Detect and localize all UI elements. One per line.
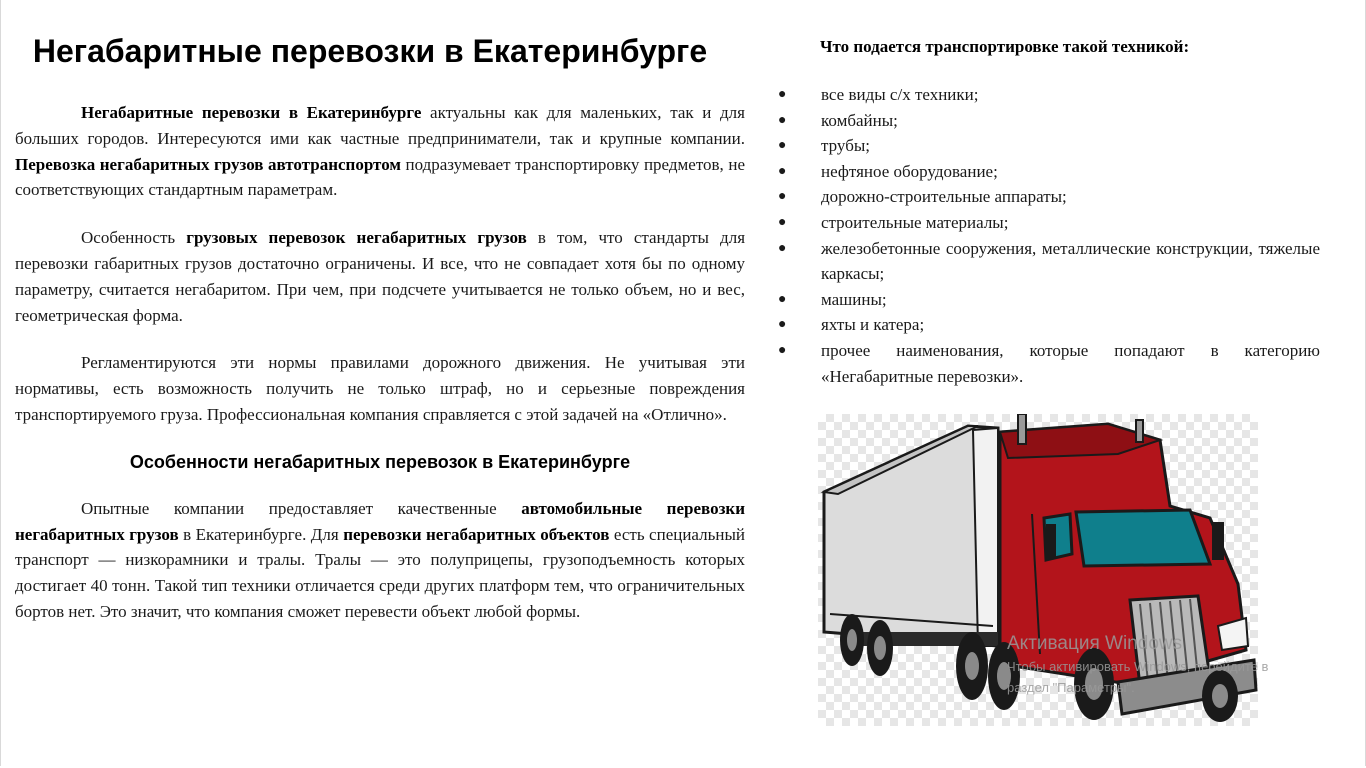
text-run: Регламентируются эти нормы правилами дорожного движения. Не учитывая эти нормативы, есть возможность получить не только штраф, но и серьезные повреждения транспортируемого груза. Профессиональная компания справляется с этой задачей на «Отлично».	[15, 353, 745, 424]
bullet-icon: ●	[778, 163, 787, 179]
right-column	[778, 34, 1320, 389]
list-item-text: нефтяное оборудование;	[821, 161, 998, 181]
paragraph-intro	[15, 100, 745, 203]
bold-phrase: Перевозка негабаритных грузов автотранспортом	[15, 154, 401, 174]
bullet-icon: ●	[778, 214, 787, 230]
paragraph-companies	[15, 496, 745, 625]
watermark-line-1: Чтобы активировать Windows, перейдите в	[1007, 659, 1269, 674]
list-item-text: машины;	[821, 289, 887, 309]
text-run: в Екатеринбурге. Для	[178, 524, 344, 544]
cargo-list	[778, 82, 1320, 389]
watermark-title: Активация Windows	[1007, 633, 1183, 654]
list-item	[778, 159, 1320, 185]
list-item	[778, 82, 1320, 108]
bullet-icon: ●	[778, 342, 787, 358]
text-run: актуальны как для маленьких, так и для больших городов. Интересуются ими как частные предприниматели, так и крупные компании.	[15, 103, 745, 148]
paragraph-feature	[15, 225, 745, 328]
text-run: есть специальный транспорт — низкорамники и тралы. Тралы — это полуприцепы, грузоподъемность которых достигает 40 тонн. Такой тип техники отличается среди других платформ тем, что ограничительных бортов нет. Это значит, что компания сможет перевести объект любой формы.	[15, 524, 745, 621]
bold-phrase: грузовых перевозок негабаритных грузов	[186, 228, 527, 248]
bold-phrase: перевозки негабаритных объектов	[343, 524, 610, 544]
bullet-icon: ●	[778, 291, 787, 307]
bold-phrase: Негабаритные перевозки в Екатеринбурге	[81, 103, 422, 122]
list-item	[778, 133, 1320, 159]
page-title: Негабаритные перевозки в Екатеринбурге	[32, 33, 708, 69]
text-run: Опытные компании предоставляет качественные	[81, 498, 522, 518]
text-run: в том, что стандарты для перевозки габаритных грузов достаточно ограничены. И все, что не совпадает хотя бы по одному параметру, считается негабаритом. При чем, при подсчете учитывается не только объем, но и вес, геометрическая форма.	[15, 228, 746, 325]
list-item-text: прочее наименования, которые попадают в категорию «Негабаритные перевозки».	[821, 340, 1320, 386]
list-item	[778, 210, 1320, 236]
bullet-icon: ●	[778, 317, 787, 333]
bullet-icon: ●	[778, 240, 787, 256]
list-item	[778, 108, 1320, 134]
list-item-text: строительные материалы;	[821, 212, 1009, 232]
list-title: Что подается транспортировке такой техникой:	[820, 37, 1190, 56]
section-subtitle: Особенности негабаритных перевозок в Екатеринбурге	[129, 451, 631, 472]
list-item	[778, 287, 1320, 313]
list-item-text: комбайны;	[821, 110, 898, 130]
bold-phrase: автомобильные перевозки негабаритных грузов	[15, 498, 745, 544]
paragraph-regulation	[15, 350, 745, 427]
windows-activation-watermark	[1007, 632, 1347, 698]
bullet-icon: ●	[778, 87, 787, 102]
list-item	[778, 184, 1320, 210]
text-run: подразумевает транспортировку предметов, не соответствующих стандартным параметрам.	[15, 154, 745, 200]
list-item-text: дорожно-строительные аппараты;	[821, 187, 1067, 207]
text-run: Особенность	[81, 228, 187, 248]
list-item-text: все виды с/х техники;	[821, 85, 979, 104]
list-item	[778, 338, 1320, 389]
watermark-line-2: раздел "Параметры".	[1007, 680, 1135, 695]
list-item-text: трубы;	[821, 136, 870, 156]
bullet-icon: ●	[778, 189, 787, 205]
bullet-icon: ●	[778, 112, 787, 128]
bullet-icon: ●	[778, 138, 787, 154]
list-item	[778, 312, 1320, 338]
left-column	[15, 28, 745, 647]
list-item-text: яхты и катера;	[821, 315, 925, 335]
list-item-text: железобетонные сооружения, металлические конструкции, тяжелые каркасы;	[821, 238, 1320, 284]
list-item	[778, 236, 1320, 287]
